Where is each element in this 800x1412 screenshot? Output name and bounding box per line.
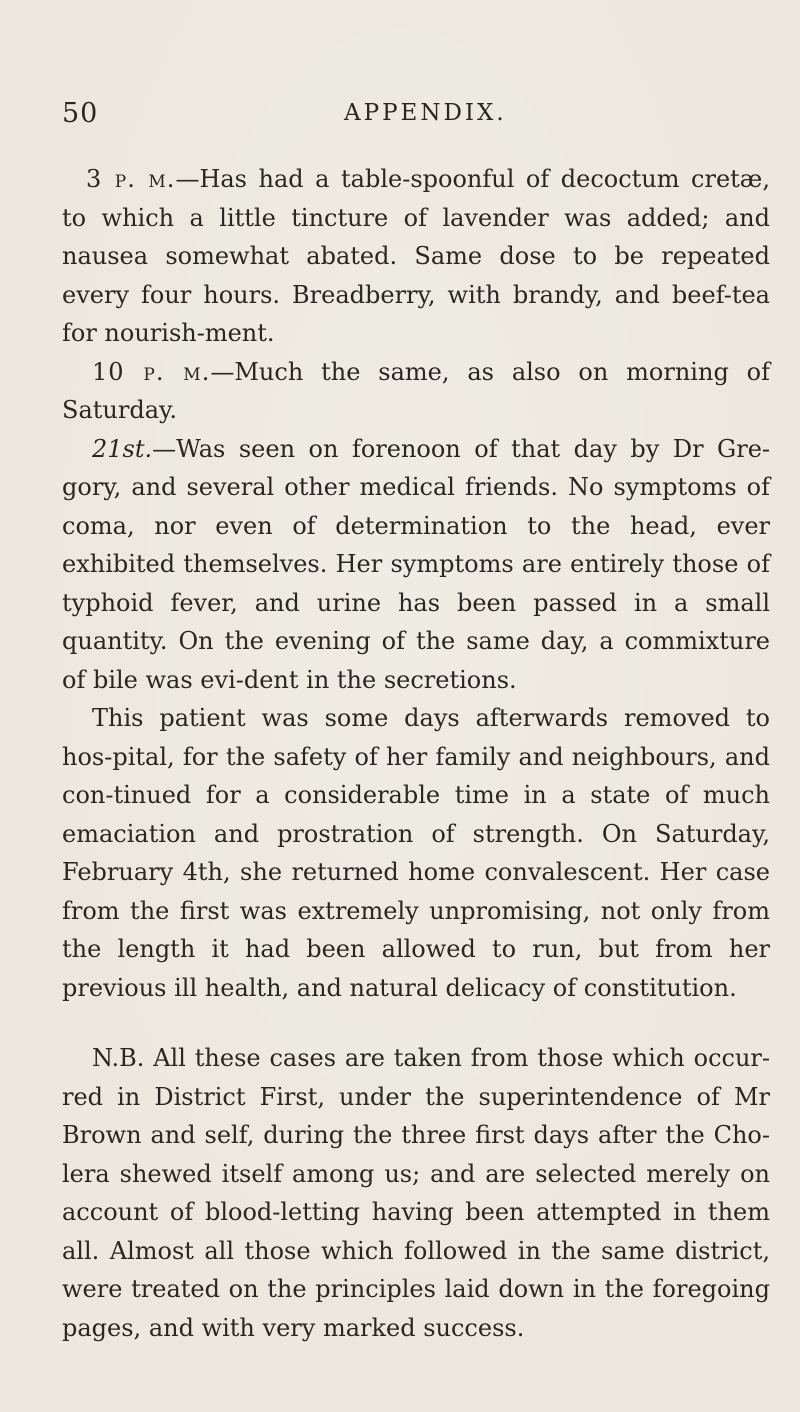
time-lead: 10 p. m.	[92, 357, 211, 386]
running-head: APPENDIX.	[344, 100, 507, 126]
body-text	[62, 160, 770, 1347]
date-lead: 21st.	[92, 434, 153, 463]
paragraph-text: —Much the same, as also on morning of Saturday.	[62, 357, 770, 424]
paragraph-text: This patient was some days afterwards removed to hos-pital, for the safety of her family and neighbours, and con-tinued for a considerable time in a state of much emaciation and prostration of strength. On Saturday, February 4th, she returned home convalescent. Her case from the first was extremely unpromising, not only from the length it had been allowed to run, but from her previous ill health, and natural delicacy of constitution.	[62, 704, 770, 1002]
paragraph-hospital	[62, 699, 770, 1007]
paragraph-text: —Has had a table-spoonful of decoctum cretæ, to which a little tincture of lavender was added; and nausea somewhat abated. Same dose to be repeated every four hours. Breadberry, with brandy, and beef-tea for nourish-ment.	[62, 165, 770, 347]
paragraph-3pm	[62, 160, 770, 353]
paragraph-nota-bene	[62, 1039, 770, 1347]
time-lead: 3 p. m.	[86, 165, 176, 193]
paragraph-text: —Was seen on forenoon of that day by Dr Gre-gory, and several other medical friends. No symptoms of coma, nor even of determination to the head, ever exhibited themselves. Her symptoms are entirely those of typhoid fever, and urine has been passed in a small quantity. On the evening of the same day, a commixture of bile was evi-dent in the secretions.	[62, 434, 770, 694]
paragraph-text: N.B. All these cases are taken from those which occur-red in District First, under the superintendence of Mr Brown and self, during the three first days after the Cho-lera shewed itself among us; and are selected merely on account of blood-letting having been attempted in them all. Almost all those which followed in the same district, were treated on the principles laid down in the foregoing pages, and with very marked success.	[62, 1044, 770, 1342]
paragraph-21st	[62, 430, 770, 700]
paragraph-10pm	[62, 353, 770, 430]
page-header	[62, 98, 742, 138]
page-number: 50	[62, 98, 99, 129]
